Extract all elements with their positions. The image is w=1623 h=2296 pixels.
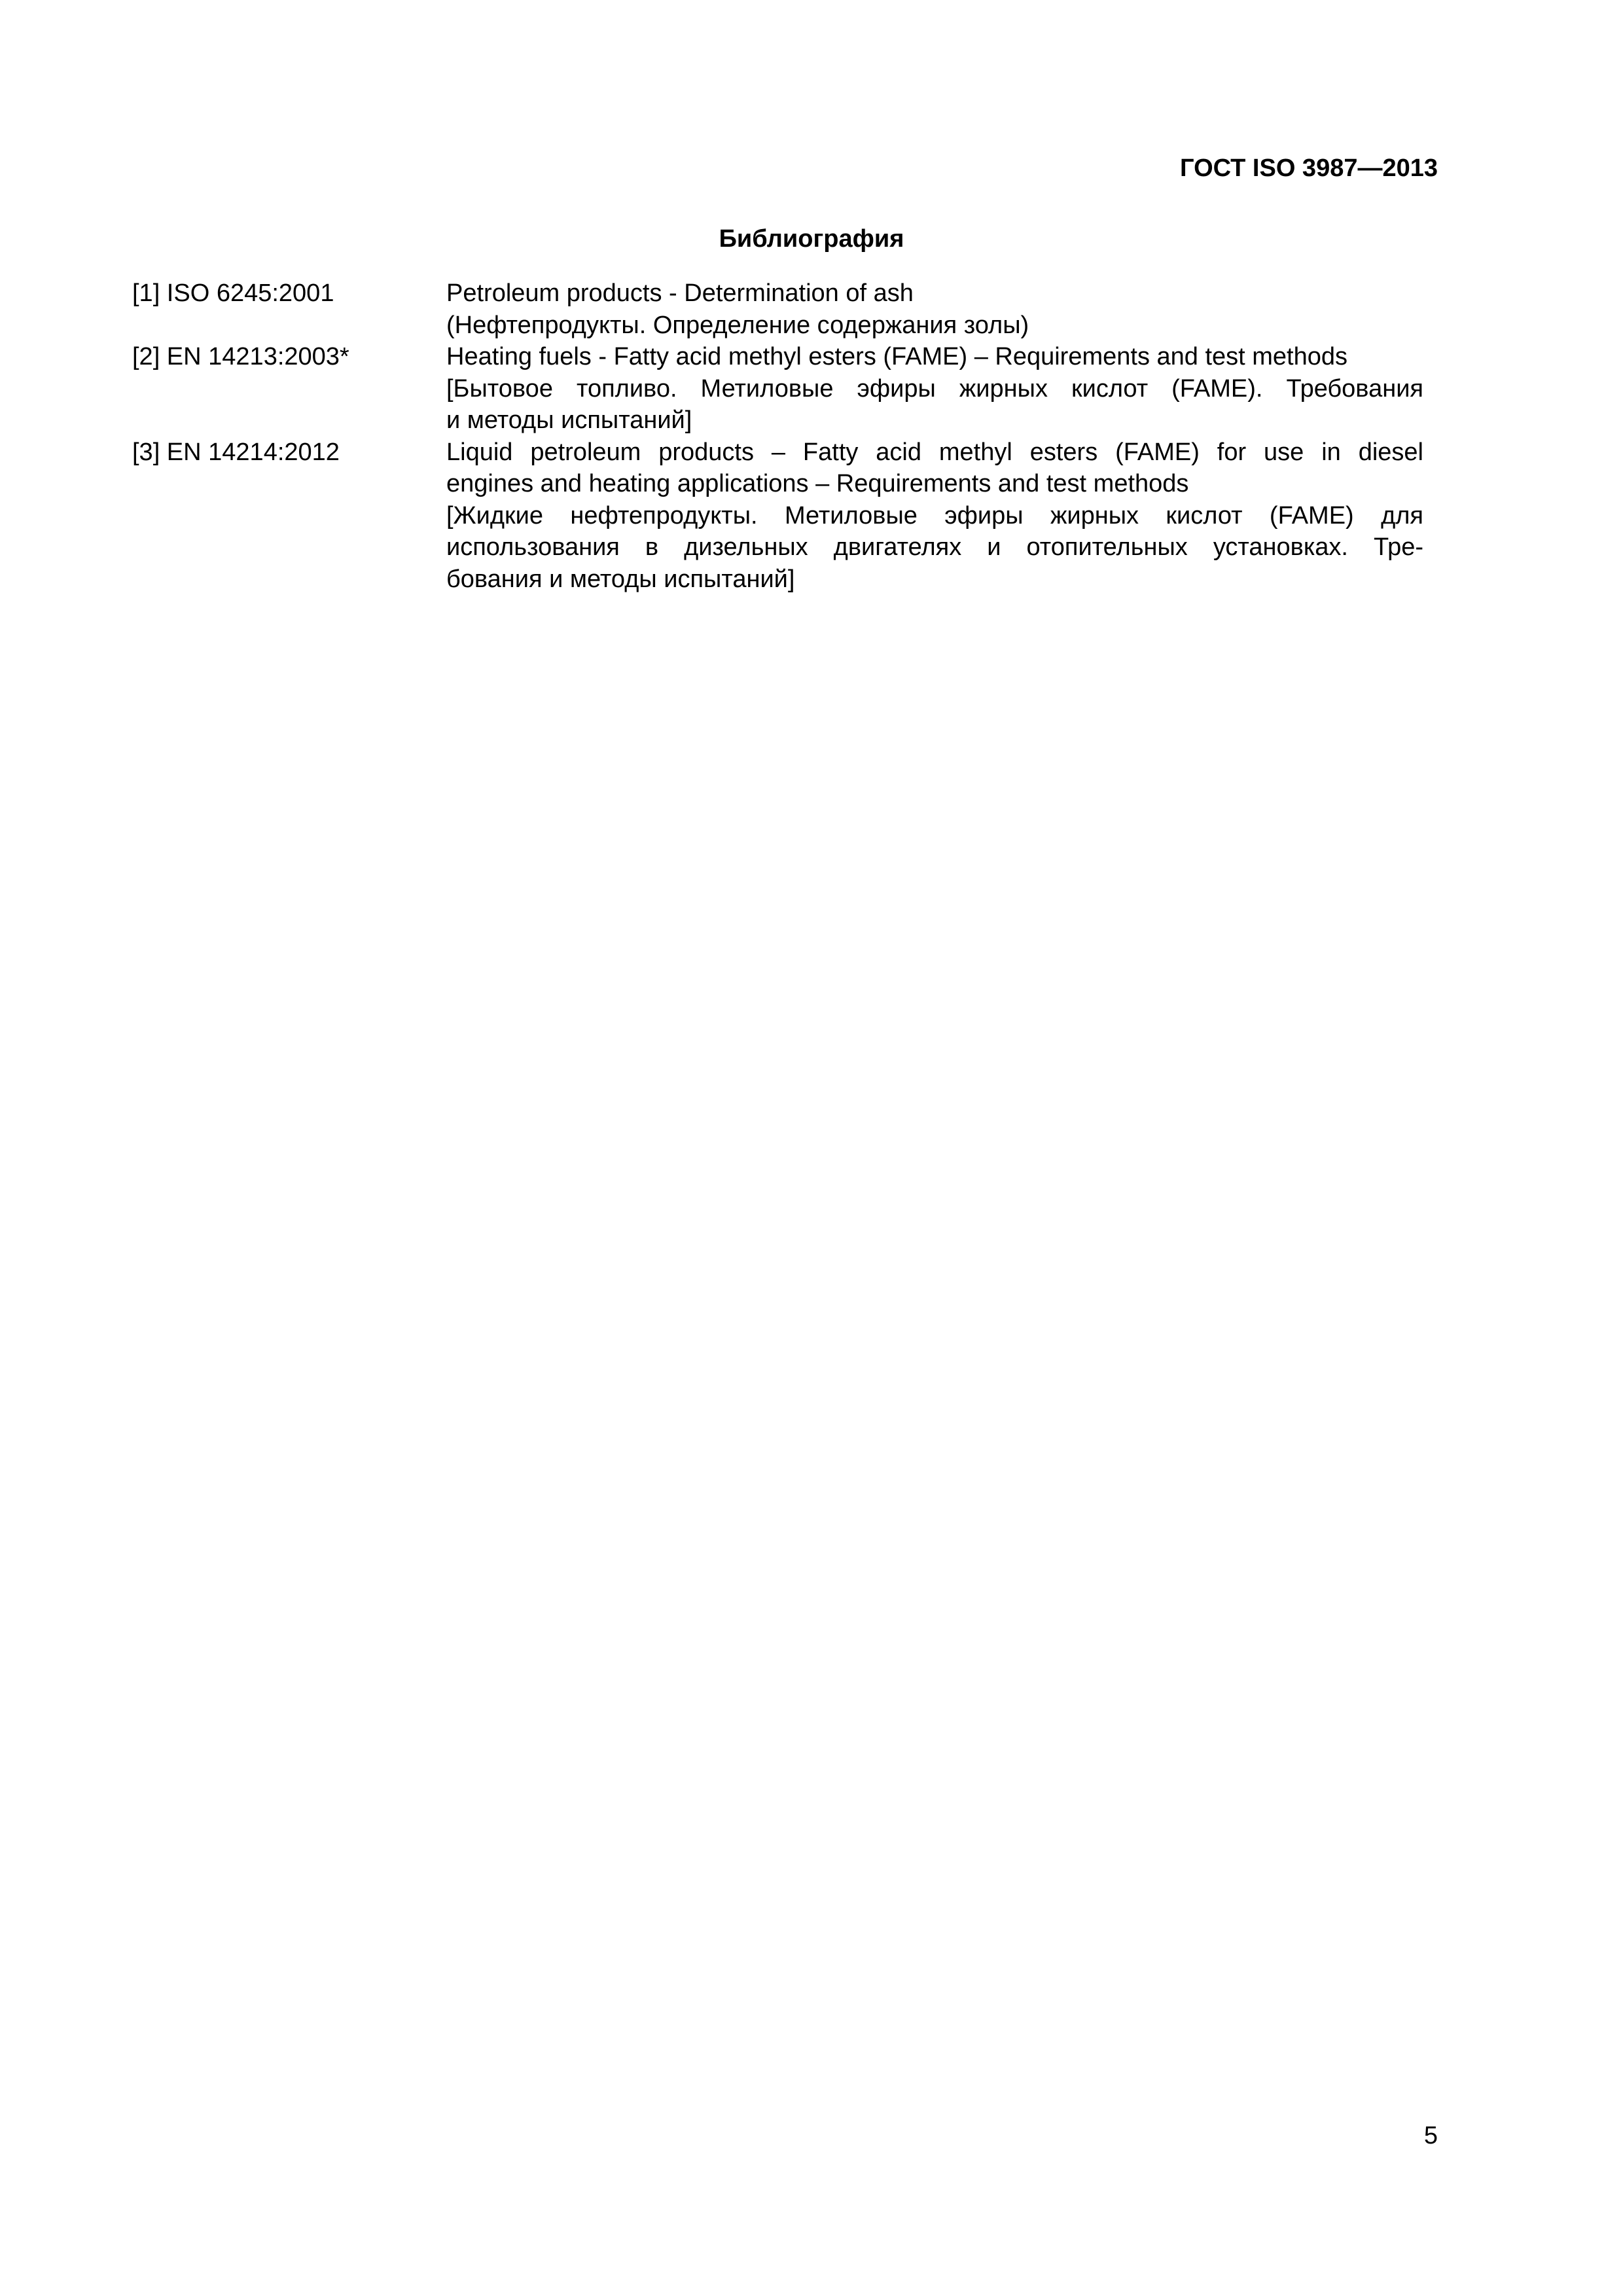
- bibliography-entry-1: [132, 278, 1423, 341]
- bibliography-description: [446, 341, 1423, 437]
- bibliography-line: Petroleum products - Determination of ash: [446, 279, 914, 307]
- bibliography-ref: [2] EN 14213:2003*: [132, 343, 349, 370]
- bibliography-list: [132, 278, 1423, 595]
- bibliography-line: [Жидкие нефтепродукты. Метиловые эфиры жирных кислот (FAME) для: [446, 501, 1423, 529]
- bibliography-description: [446, 278, 1423, 341]
- bibliography-line: (Нефтепродукты. Определение содержания золы): [446, 311, 1029, 339]
- bibliography-entry-3: [132, 437, 1423, 596]
- bibliography-title: Библиография: [719, 225, 904, 253]
- bibliography-line: Heating fuels - Fatty acid methyl esters (FAME) – Requirements and test methods: [446, 343, 1348, 370]
- bibliography-line: engines and heating applications – Requirements and test methods: [446, 470, 1189, 497]
- bibliography-line: и методы испытаний]: [446, 406, 692, 434]
- bibliography-entry-2: [132, 341, 1423, 437]
- bibliography-line: бования и методы испытаний]: [446, 565, 795, 593]
- bibliography-line: Liquid petroleum products – Fatty acid methyl esters (FAME) for use in diesel: [446, 438, 1423, 466]
- bibliography-description: [446, 437, 1423, 596]
- bibliography-ref: [3] EN 14214:2012: [132, 438, 340, 466]
- bibliography-line: [Бытовое топливо. Метиловые эфиры жирных кислот (FAME). Требования: [446, 374, 1423, 403]
- bibliography-line: использования в дизельных двигателях и отопительных установках. Тре-: [446, 533, 1423, 561]
- bibliography-ref: [1] ISO 6245:2001: [132, 279, 334, 307]
- standard-designation: ГОСТ ISO 3987—2013: [1180, 154, 1438, 182]
- page-number: 5: [1423, 2122, 1438, 2149]
